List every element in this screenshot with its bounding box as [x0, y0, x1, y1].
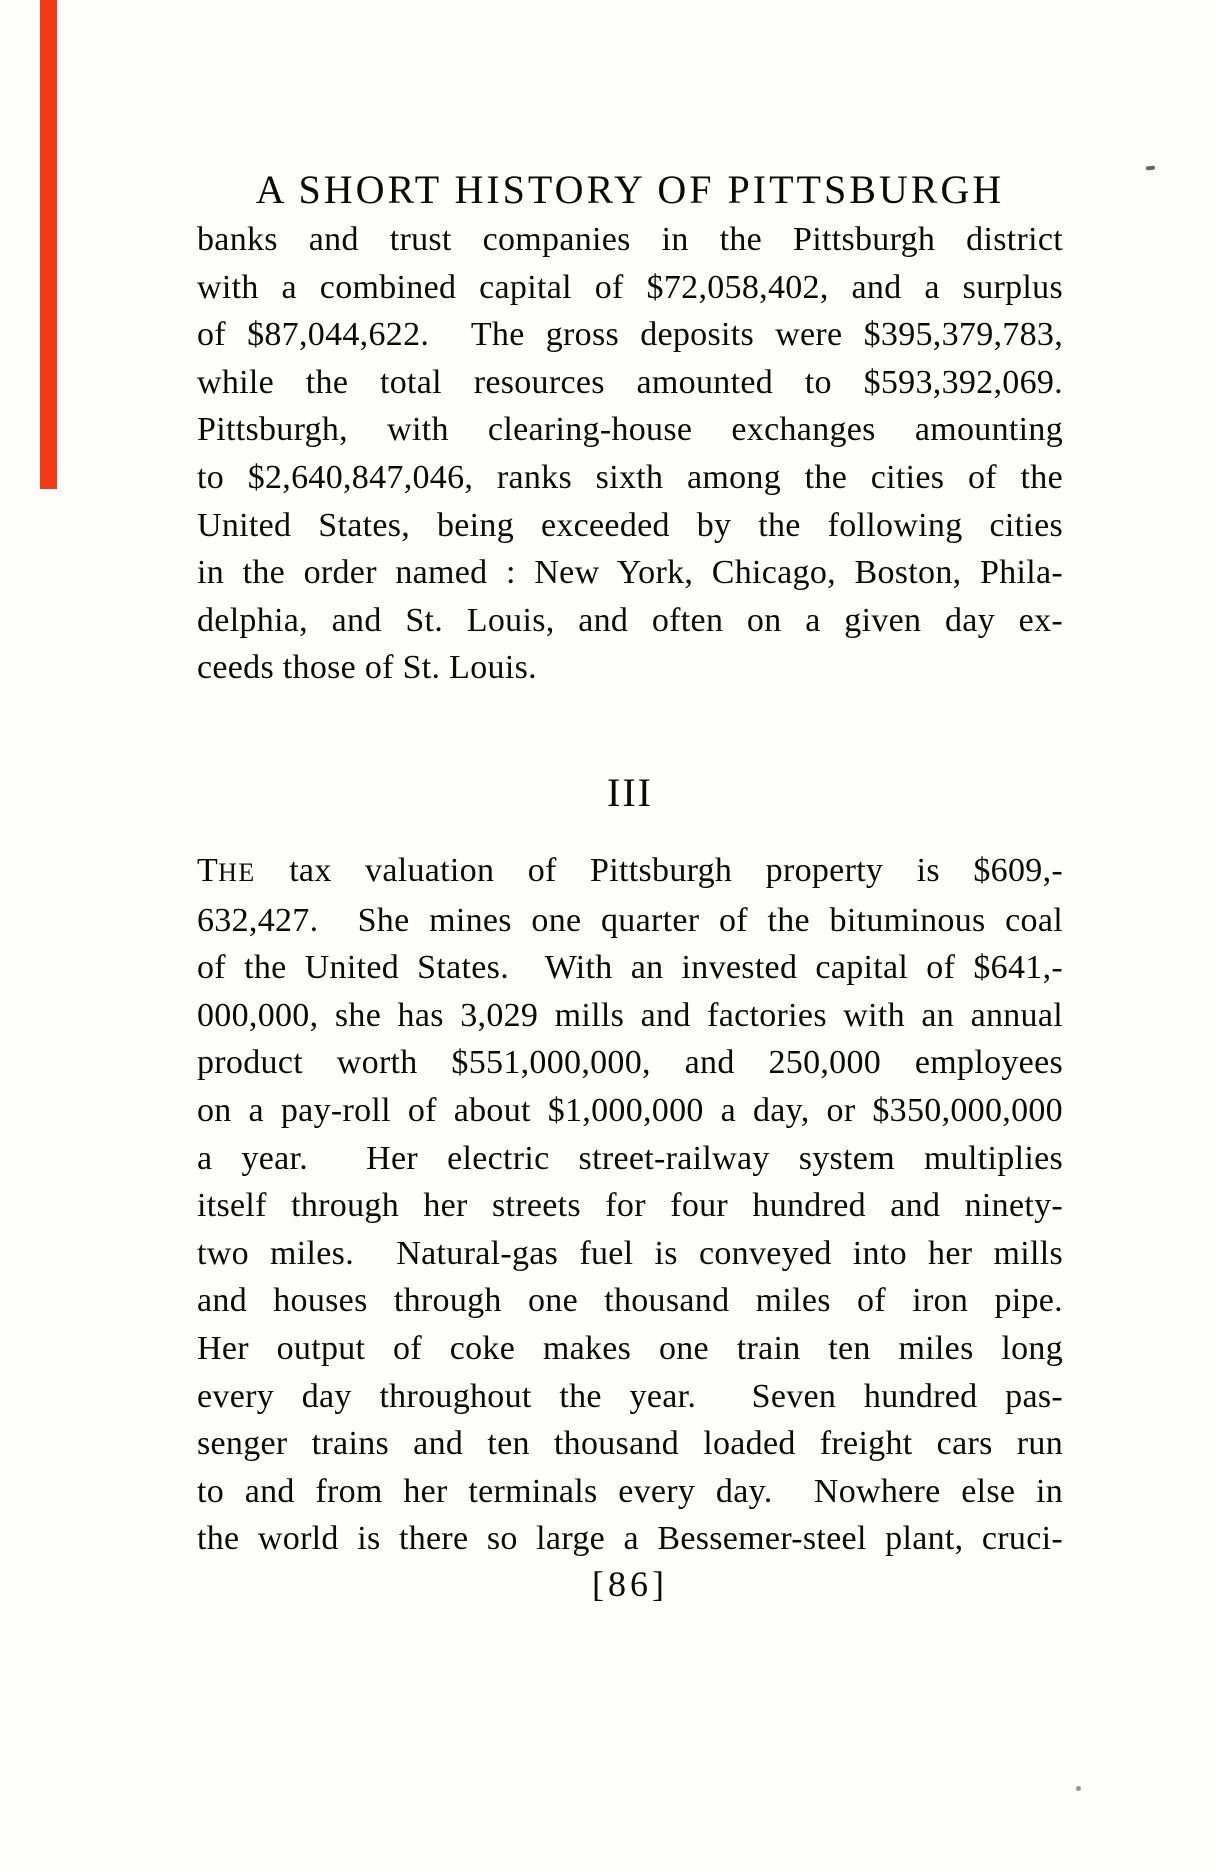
paragraph-industry	[197, 847, 1063, 1563]
text-line: ceeds those of St. Louis.	[197, 649, 537, 687]
text-line: of the United States. With an invested capital of $641,-	[197, 949, 1063, 987]
text-line: itself through her streets for four hundred and ninety-	[197, 1187, 1063, 1225]
text-line: banks and trust companies in the Pittsburgh district	[197, 221, 1063, 258]
text-line: senger trains and ten thousand loaded freight cars run	[197, 1425, 1063, 1463]
text-line: 000,000, she has 3,029 mills and factories with an annual	[197, 996, 1063, 1034]
text-line-rest: tax valuation of Pittsburgh property is $609,-	[289, 852, 1063, 889]
scan-speck	[1076, 1786, 1081, 1791]
text-line: United States, being exceeded by the following cities	[197, 506, 1063, 544]
running-header: A SHORT HISTORY OF PITTSBURGH	[255, 167, 1005, 212]
text-line: to $2,640,847,046, ranks sixth among the cities of the	[197, 458, 1063, 496]
text-line: and houses through one thousand miles of iron pipe.	[197, 1282, 1063, 1320]
text-line	[197, 847, 1063, 897]
text-line: with a combined capital of $72,058,402, and a surplus	[197, 268, 1063, 306]
text-line: in the order named : New York, Chicago, Boston, Phila-	[197, 554, 1063, 592]
text-line: the world is there so large a Bessemer-steel plant, cruci-	[197, 1520, 1063, 1558]
paragraph-banking	[197, 216, 1063, 692]
text-line: Her output of coke makes one train ten miles long	[197, 1329, 1063, 1367]
text-line: delphia, and St. Louis, and often on a given day ex-	[197, 601, 1063, 639]
text-line: every day throughout the year. Seven hundred pas-	[197, 1377, 1063, 1415]
text-line: Pittsburgh, with clearing-house exchanges amounting	[197, 411, 1063, 449]
text-line: on a pay-roll of about $1,000,000 a day, or $350,000,000	[197, 1091, 1063, 1129]
text-line: a year. Her electric street-railway system multiplies	[197, 1139, 1063, 1177]
text-line: 632,427. She mines one quarter of the bituminous coal	[197, 901, 1063, 939]
section-heading: III	[607, 770, 653, 815]
page-text-block	[197, 0, 1063, 1873]
lead-capital: T	[197, 852, 219, 889]
text-line: to and from her terminals every day. Nowhere else in	[197, 1472, 1063, 1510]
scan-speck	[1146, 166, 1155, 171]
text-line: two miles. Natural-gas fuel is conveyed into her mills	[197, 1234, 1063, 1272]
page-number: [86]	[592, 1564, 668, 1604]
text-line: of $87,044,622. The gross deposits were $395,379,783,	[197, 316, 1063, 354]
text-line: while the total resources amounted to $593,392,069.	[197, 363, 1063, 401]
scan-edge-artifact	[40, 0, 57, 489]
lead-small-caps: HE	[218, 858, 256, 887]
text-line: product worth $551,000,000, and 250,000 employees	[197, 1044, 1063, 1082]
